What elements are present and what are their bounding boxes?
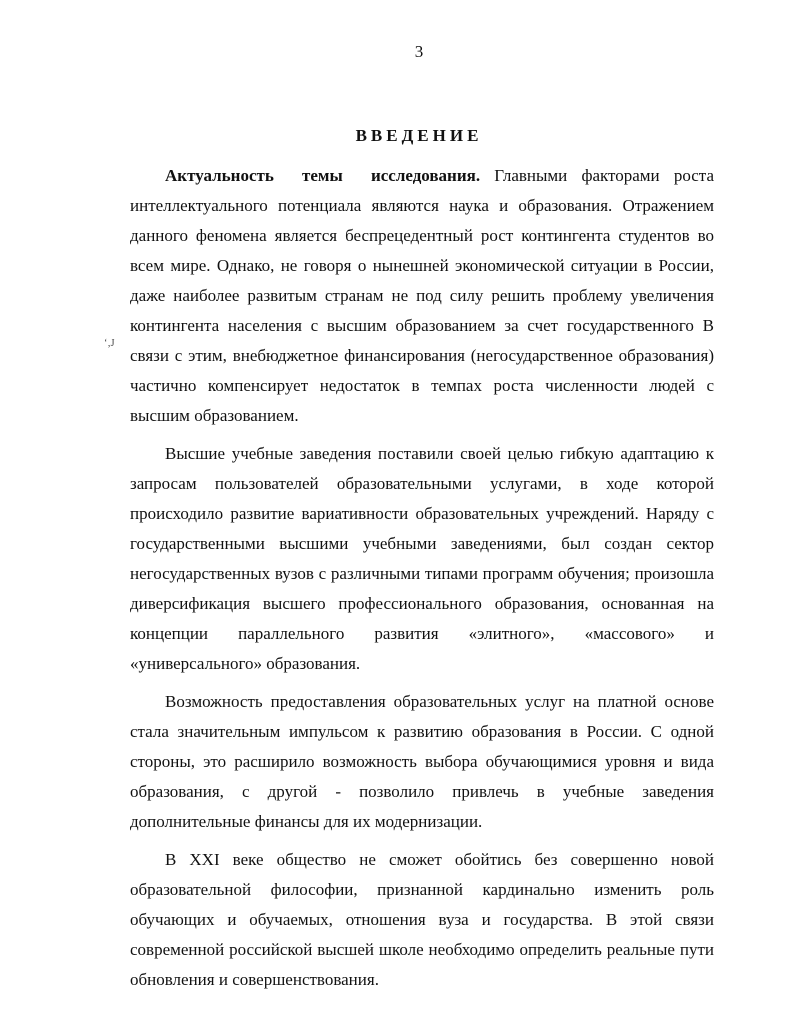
margin-mark: ‘‚J [104, 338, 115, 349]
paragraph-paid-services: Возможность предоставления образовательных услуг на платной основе стала значительным импульсом к развитию образования в России. С одной стороны, это расширило возможность выбора обучающимися уровня и вида образования, с другой - позволило привлечь в учебные заведения дополнительные финансы для их модернизации. [130, 692, 714, 831]
paragraph-adaptation: Высшие учебные заведения поставили своей целью гибкую адаптацию к запросам пользователей образовательными услугами, в ходе которой происходило развитие вариативности образовательных учреждений. Наряду с государственными высшими учебными заведениями, был создан сектор негосударственных вузов с различными типами программ обучения; произошла диверсификация высшего профессионального образования, основанная на концепции параллельного развития «элитного», «массового» и «универсального» образования. [130, 444, 714, 673]
body-text [130, 161, 714, 995]
page-number: 3 [414, 42, 424, 61]
paragraph-text: Главными факторами роста интеллектуального потенциала являются наука и образования. Отражением данного феномена является беспрецедентный рост контингента студентов во всем мире. Однако, не говоря о нынешней экономической ситуации в России, даже наиболее развитым странам не под силу решить проблему увеличения контингента населения с высшим образованием за счет государственного В связи с этим, внебюджетное финансирования (негосударственное образования) частично компенсирует недостаток в темпах роста численности людей с высшим образованием. [130, 166, 714, 425]
paragraph-lead: Актуальность темы исследования. [165, 166, 481, 185]
section-heading: ВВЕДЕНИЕ [355, 126, 483, 145]
paragraph-relevance [130, 161, 714, 431]
paragraph-xxi-century: В XXI веке общество не сможет обойтись без совершенно новой образовательной философии, признанной кардинально изменить роль обучающих и обучаемых, отношения вуза и государства. В этой связи современной российской высшей школе необходимо определить реальные пути обновления и совершенствования. [130, 850, 714, 989]
